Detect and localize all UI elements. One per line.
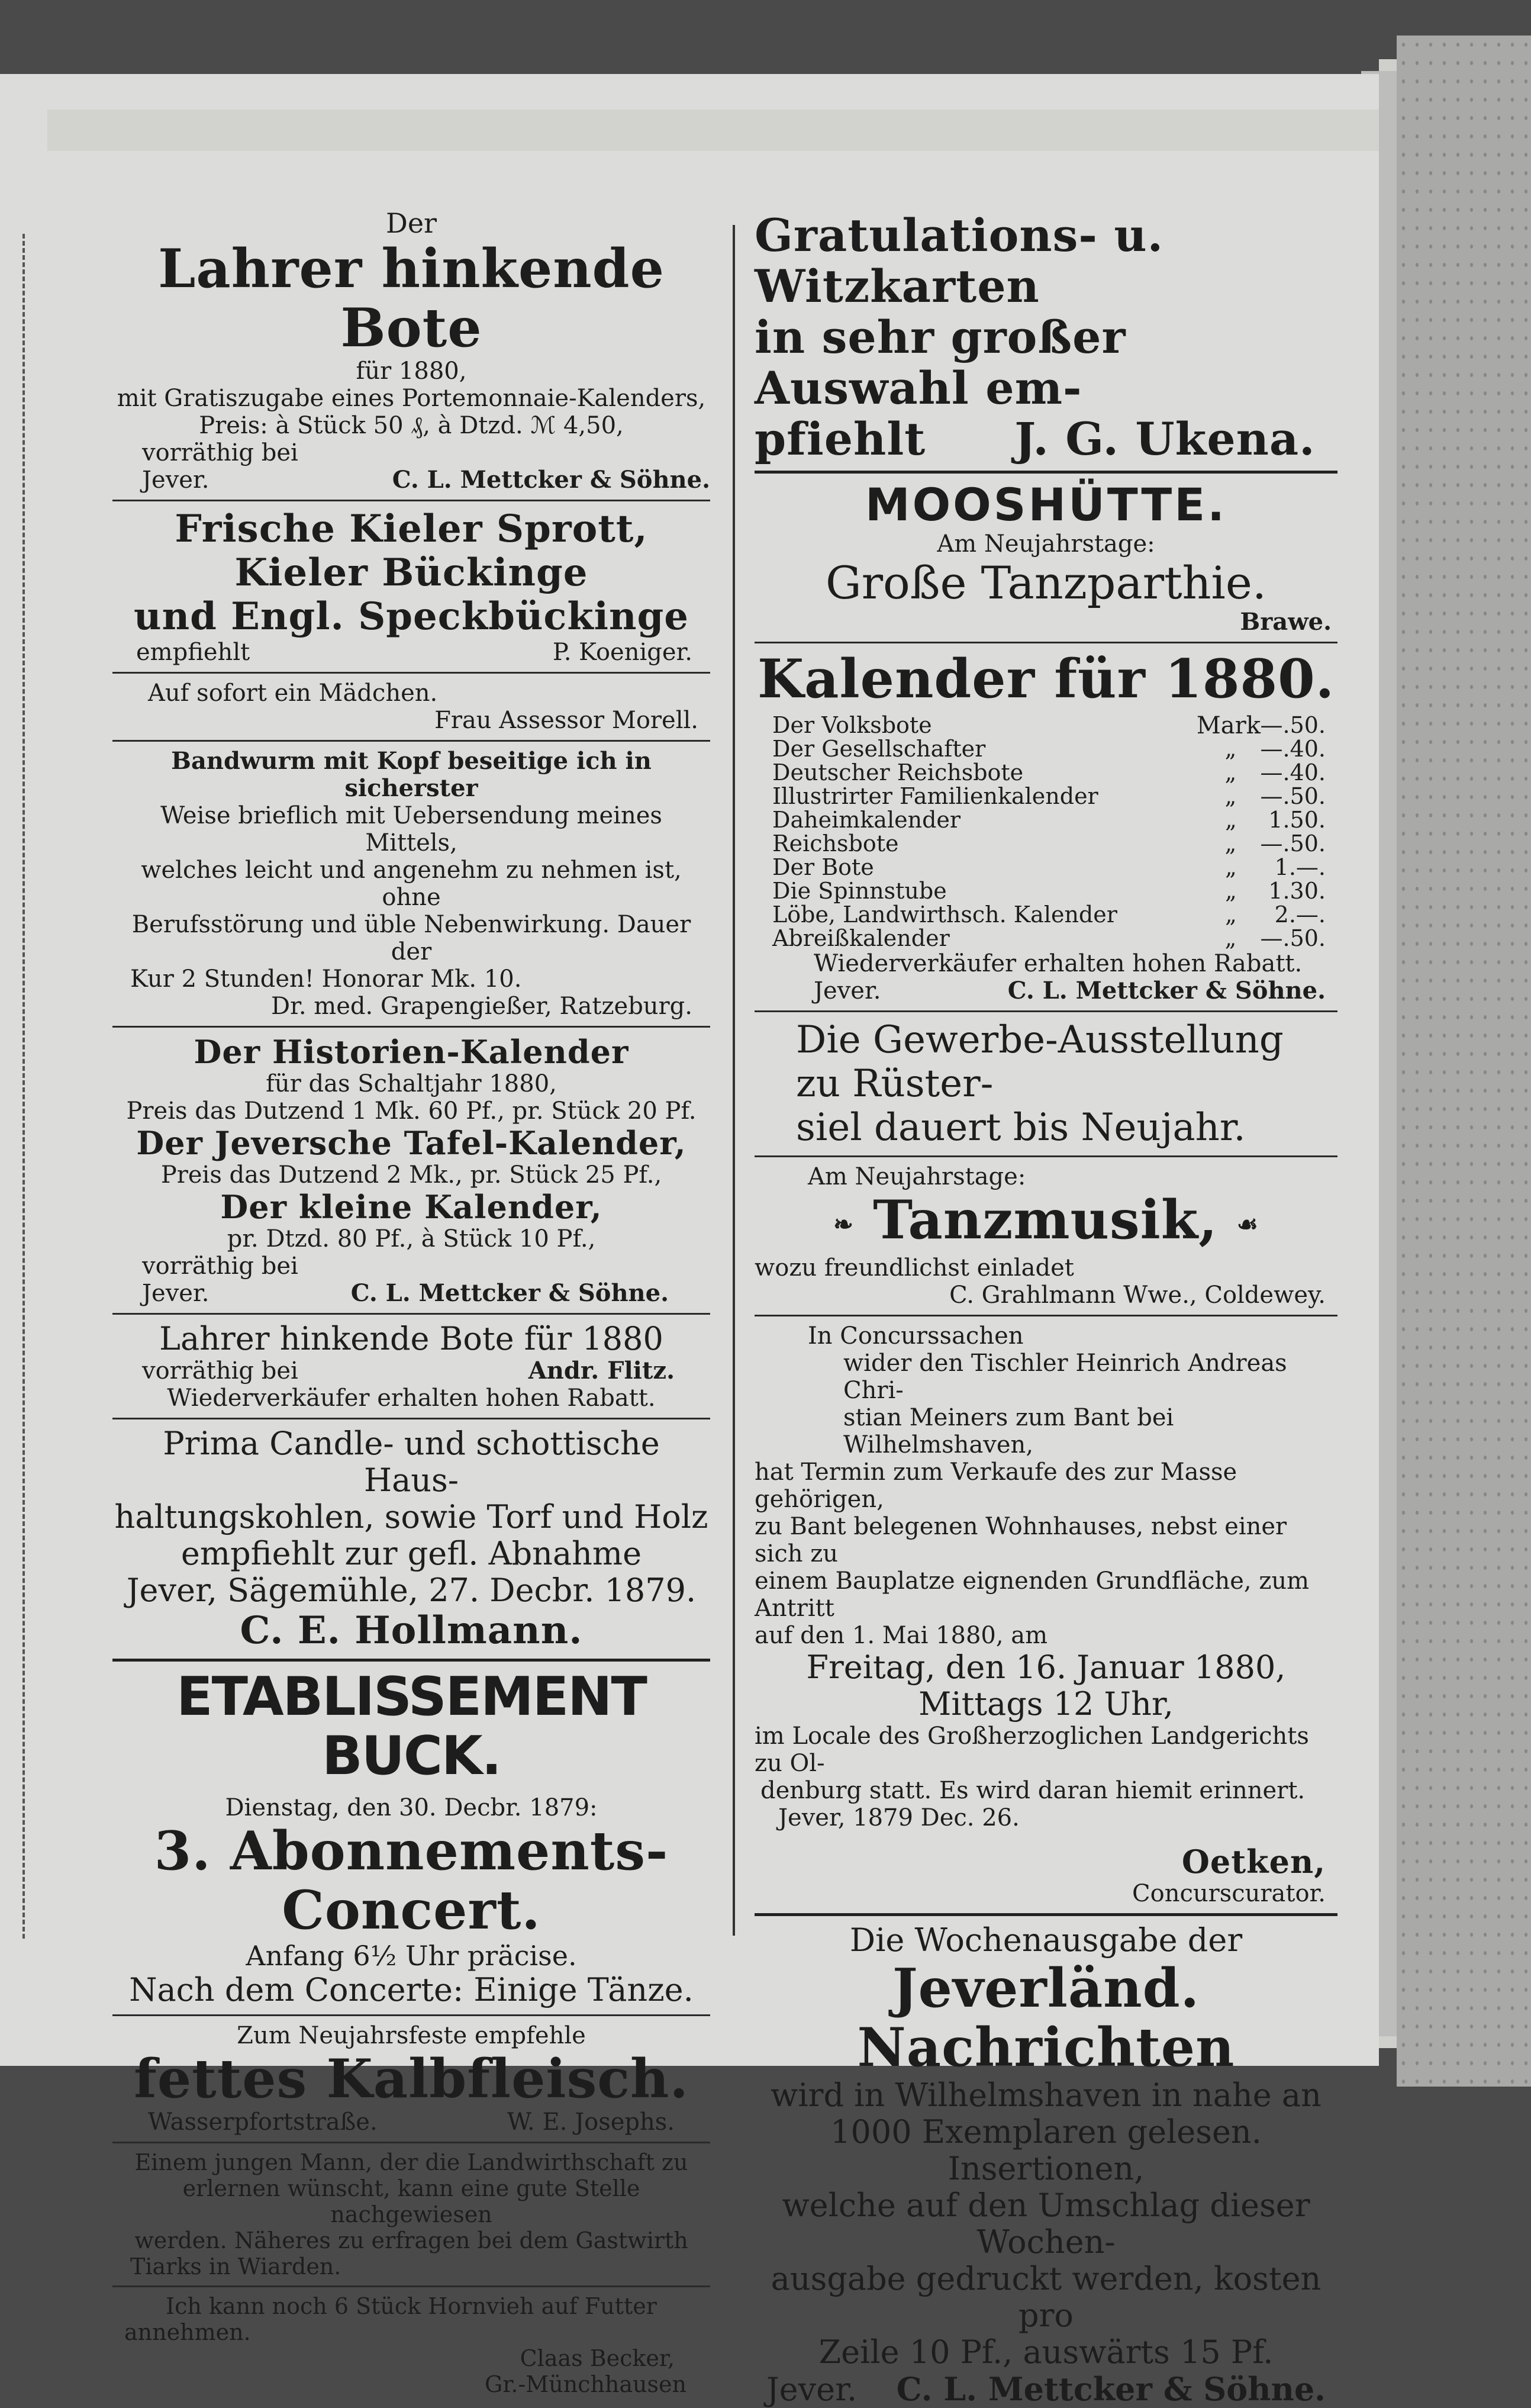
ad-time: Mittags 12 Uhr, [918,1685,1174,1723]
ad-maedchen [112,680,710,734]
ornament-right-icon: ☙ [1236,1210,1259,1238]
ad-line: Preis das Dutzend 2 Mk., pr. Stück 25 Pf., [160,1161,662,1189]
ad-line: 1000 Exemplaren gelesen. Insertionen, [830,2113,1262,2187]
ad-line: Auf sofort ein Mädchen. [148,680,438,707]
calendar-price: —.40. [1260,759,1326,786]
calendar-name: Daheimkalender [772,807,961,833]
ad-title: Jeverländ. Nachrichten [857,1956,1235,2079]
ad-title: Der kleine Kalender, [220,1188,602,1226]
ad-firm: C. L. Mettcker & Söhne. [350,1279,669,1307]
ad-firm: C. L. Mettcker & Söhne. [896,2370,1326,2408]
ad-sign: J. G. Ukena. [1014,413,1316,465]
calendar-price-row [772,926,1326,950]
calendar-price-row [772,879,1326,903]
ad-line: zu Bant belegenen Wohnhauses, nebst einer sich zu [755,1512,1287,1567]
divider [755,471,1337,474]
divider [112,2142,710,2143]
ad-line: denburg statt. Es wird daran hiemit erinnert. [760,1776,1306,1804]
divider [112,2285,710,2287]
divider [112,1026,710,1028]
ad-kalbfleisch [112,2022,710,2136]
ad-line: für das Schaltjahr 1880, [266,1070,557,1097]
ornament-left-icon: ❧ [833,1210,854,1238]
ad-hornvieh [112,2293,710,2397]
ad-line: Wiederverkäufer erhalten hohen Rabatt. [167,1385,656,1412]
calendar-price-row [772,737,1326,761]
ad-line: erlernen wünscht, kann eine gute Stelle nachgewiesen [182,2175,640,2227]
ad-line: im Locale des Großherzoglichen Landgerichts zu Ol- [755,1722,1309,1777]
binding-board [1397,36,1531,2087]
ad-line: Am Neujahrstage: [808,1163,1026,1190]
calendar-price: 1.—. [1274,854,1326,880]
divider [112,500,710,501]
ad-firm: C. L. Mettcker & Söhne. [392,466,710,494]
calendar-name: Löbe, Landwirthsch. Kalender [772,902,1117,928]
ad-line: Bandwurm mit Kopf beseitige ich in sicherster [171,747,652,802]
ad-gewerbe [755,1018,1337,1150]
ad-line: In Concurssachen [808,1322,1024,1350]
divider [112,740,710,742]
ad-title: MOOSHÜTTE. [865,478,1227,531]
ad-headline: Lahrer hinkende Bote für 1880 [159,1320,663,1357]
ad-concurs [755,1322,1337,1907]
calendar-name: Der Gesellschafter [772,736,986,762]
ditto-mark: „ [1225,854,1237,880]
ad-landwirth [112,2149,710,2280]
column-divider [733,225,735,1936]
calendar-price: —.50. [1260,783,1326,809]
ad-line: Tiarks in Wiarden. [130,2254,341,2280]
ad-headline: in sehr großer Auswahl em- [755,311,1126,414]
ad-line: vorräthig bei [142,1357,298,1385]
ad-line: Preis: à Stück 50 ₰, à Dtzd. ℳ 4,50, [199,412,624,439]
divider [112,672,710,674]
page-top-shadow [47,110,1379,151]
divider [755,1315,1337,1316]
ad-title: Der Jeversche Tafel-Kalender, [136,1124,686,1162]
ad-place: Jever. [814,977,881,1005]
divider [112,1313,710,1315]
ad-place: Jever. [142,466,209,494]
ditto-mark: „ [1224,736,1237,762]
ad-sign: C. Grahlmann Wwe., Coldewey. [949,1281,1326,1309]
left-column [112,207,710,2397]
ad-line: annehmen. [124,2319,251,2345]
ad-title: Kalender für 1880. [757,648,1335,710]
ad-sign: Dr. med. Grapengießer, Ratzeburg. [271,993,692,1020]
divider [112,1418,710,1419]
calendar-price: —.50. [1260,925,1326,951]
calendar-name: Der Volksbote [772,712,932,738]
ad-title: Tanzmusik, [873,1189,1218,1251]
ad-title: 3. Abonnements-Concert. [154,1820,669,1942]
calendar-name: Illustrirter Familienkalender [772,783,1098,809]
ditto-mark: „ [1224,783,1237,809]
ad-line: mit Gratiszugabe eines Portemonnaie-Kalenders, [117,385,706,412]
ad-sign: Concurscurator. [1132,1879,1326,1907]
ad-line: ausgabe gedruckt werden, kosten pro [771,2259,1322,2334]
ad-title: ETABLISSEMENT BUCK. [176,1666,646,1787]
ad-der: Der [385,207,437,239]
ad-line: Wasserpfortstraße. [148,2108,378,2136]
ad-line: Ich kann noch 6 Stück Hornvieh auf Futter [166,2293,657,2319]
ad-tanzmusik [755,1163,1337,1309]
ad-line: Dienstag, den 30. Decbr. 1879: [225,1794,598,1821]
right-column [755,210,1337,2408]
ad-sign: W. E. Josephs. [507,2108,675,2136]
ad-headline: empfiehlt zur gefl. Abnahme [181,1535,642,1572]
calendar-name: Der Bote [772,854,874,880]
calendar-price-row [772,784,1326,808]
ad-sign: Frau Assessor Morell. [434,707,698,734]
ad-line: Am Neujahrstage: [937,530,1155,558]
ad-line: Kur 2 Stunden! Honorar Mk. 10. [130,965,522,993]
ad-line: werden. Näheres zu erfragen bei dem Gastwirth [134,2227,688,2254]
ad-headline: Gratulations- u. Witzkarten [755,209,1164,313]
ad-headline: Große Tanzparthie. [825,556,1266,609]
calendar-price: —.50. [1260,830,1326,857]
ad-place: Jever. [142,1280,209,1307]
calendar-name: Abreißkalender [772,925,950,951]
divider [112,2014,710,2016]
ad-line: Jever, 1879 Dec. 26. [778,1804,1020,1831]
ad-line: Anfang 6½ Uhr präcise. [246,1940,577,1972]
ad-lahrer-bote [112,207,710,494]
ad-line: Wiederverkäufer erhalten hohen Rabatt. [814,950,1303,977]
ad-line: vorräthig bei [142,439,298,466]
ad-kalender [755,649,1337,1005]
ad-flitz [112,1321,710,1412]
ad-sign: Gr.-Münchhausen [485,2371,686,2397]
ad-sign: Oetken, [1181,1842,1326,1881]
ditto-mark: „ [1225,878,1237,904]
ad-line: stian Meiners zum Bant bei Wilhelmshaven, [843,1403,1174,1459]
divider [755,1155,1337,1157]
calendar-name: Die Spinnstube [772,878,947,904]
calendar-price: 1.30. [1268,878,1326,904]
ad-line: Weise brieflich mit Uebersendung meines Mittels, [160,802,662,857]
divider [755,1010,1337,1012]
ad-buck [112,1667,710,2008]
ad-line: Einem jungen Mann, der die Landwirthschaft zu [134,2149,688,2175]
ad-kohlen [112,1425,710,1653]
ad-title: fettes Kalbfleisch. [134,2048,689,2110]
ad-line: für 1880, [356,358,467,385]
ad-witzkarten [755,210,1337,465]
ad-headline: Die Gewerbe-Ausstellung zu Rüster- [796,1018,1284,1106]
ad-historien [112,1034,710,1307]
ad-sign: Claas Becker, [520,2345,675,2371]
ad-line: welche auf den Umschlag dieser Wochen- [782,2186,1310,2261]
ad-title: Lahrer hinkende Bote [158,237,665,359]
ad-headline: Prima Candle- und schottische Haus- [163,1425,660,1499]
divider [755,1913,1337,1916]
ad-line: Zum Neujahrsfeste empfehle [237,2022,586,2049]
ad-line: Preis das Dutzend 1 Mk. 60 Pf., pr. Stück 20 Pf. [126,1097,697,1125]
ad-line: hat Termin zum Verkaufe des zur Masse gehörigen, [755,1458,1237,1513]
mark-header: Mark [1196,712,1261,739]
ad-line: einem Bauplatze eignenden Grundfläche, zum Antritt [755,1567,1310,1622]
ditto-mark: „ [1224,925,1237,951]
divider [755,642,1337,643]
ad-bandwurm [112,748,710,1020]
ad-line: wozu freundlichst einladet [755,1254,1074,1282]
ditto-mark: „ [1224,759,1237,786]
calendar-price-row [772,832,1326,855]
ad-line: vorräthig bei [142,1253,298,1280]
ditto-mark: „ [1225,902,1237,928]
calendar-price: —.40. [1260,736,1326,762]
ad-mooshuette [755,479,1337,636]
ad-line: welches leicht und angenehm zu nehmen ist, ohne [141,857,682,911]
ad-headline: und Engl. Speckbückinge [134,594,689,639]
ad-title: Der Historien-Kalender [194,1033,629,1071]
ad-wochenausgabe [755,1922,1337,2408]
ad-headline: siel dauert bis Neujahr. [796,1106,1246,1150]
calendar-price: 2.—. [1274,902,1326,928]
calendar-price-row [772,808,1326,832]
ad-sign: C. E. Hollmann. [240,1608,583,1653]
ad-headline: pfiehlt [755,413,926,465]
ad-line: Nach dem Concerte: Einige Tänze. [129,1971,694,2008]
calendar-price-row [772,903,1326,926]
divider [112,1659,710,1662]
calendar-price-row [772,855,1326,879]
ad-line: Die Wochenausgabe der [849,1921,1243,1959]
binding-stitches [22,234,27,1939]
ad-line: Zeile 10 Pf., auswärts 15 Pf. [818,2333,1274,2371]
ad-date: Freitag, den 16. Januar 1880, [806,1648,1286,1686]
ad-sprott [112,507,710,666]
calendar-price: 1.50. [1268,807,1326,833]
ad-sign: P. Koeniger. [552,639,692,666]
ad-line: pr. Dtzd. 80 Pf., à Stück 10 Pf., [227,1225,596,1253]
ad-line: Berufsstörung und üble Nebenwirkung. Dauer der [131,911,691,965]
ad-text: empfiehlt [136,639,250,666]
ditto-mark: „ [1224,830,1237,857]
ad-sign: Andr. Flitz. [528,1357,675,1385]
ad-line: wider den Tischler Heinrich Andreas Chri- [843,1349,1287,1404]
ad-firm: C. L. Mettcker & Söhne. [1007,977,1326,1005]
ad-headline: Frische Kieler Sprott, Kieler Bückinge [175,507,648,595]
ad-headline: Jever, Sägemühle, 27. Decbr. 1879. [126,1572,697,1609]
calendar-price: —.50. [1260,712,1326,738]
ad-line: auf den 1. Mai 1880, am [755,1621,1048,1649]
ad-headline: haltungskohlen, sowie Torf und Holz [114,1498,708,1535]
ditto-mark: „ [1225,807,1237,833]
calendar-name: Deutscher Reichsbote [772,759,1024,786]
calendar-name: Reichsbote [772,830,899,857]
ad-sign: Brawe. [1240,608,1332,636]
calendar-price-row [772,761,1326,784]
ad-line: wird in Wilhelmshaven in nahe an [771,2076,1322,2114]
ad-place: Jever. [766,2370,858,2408]
